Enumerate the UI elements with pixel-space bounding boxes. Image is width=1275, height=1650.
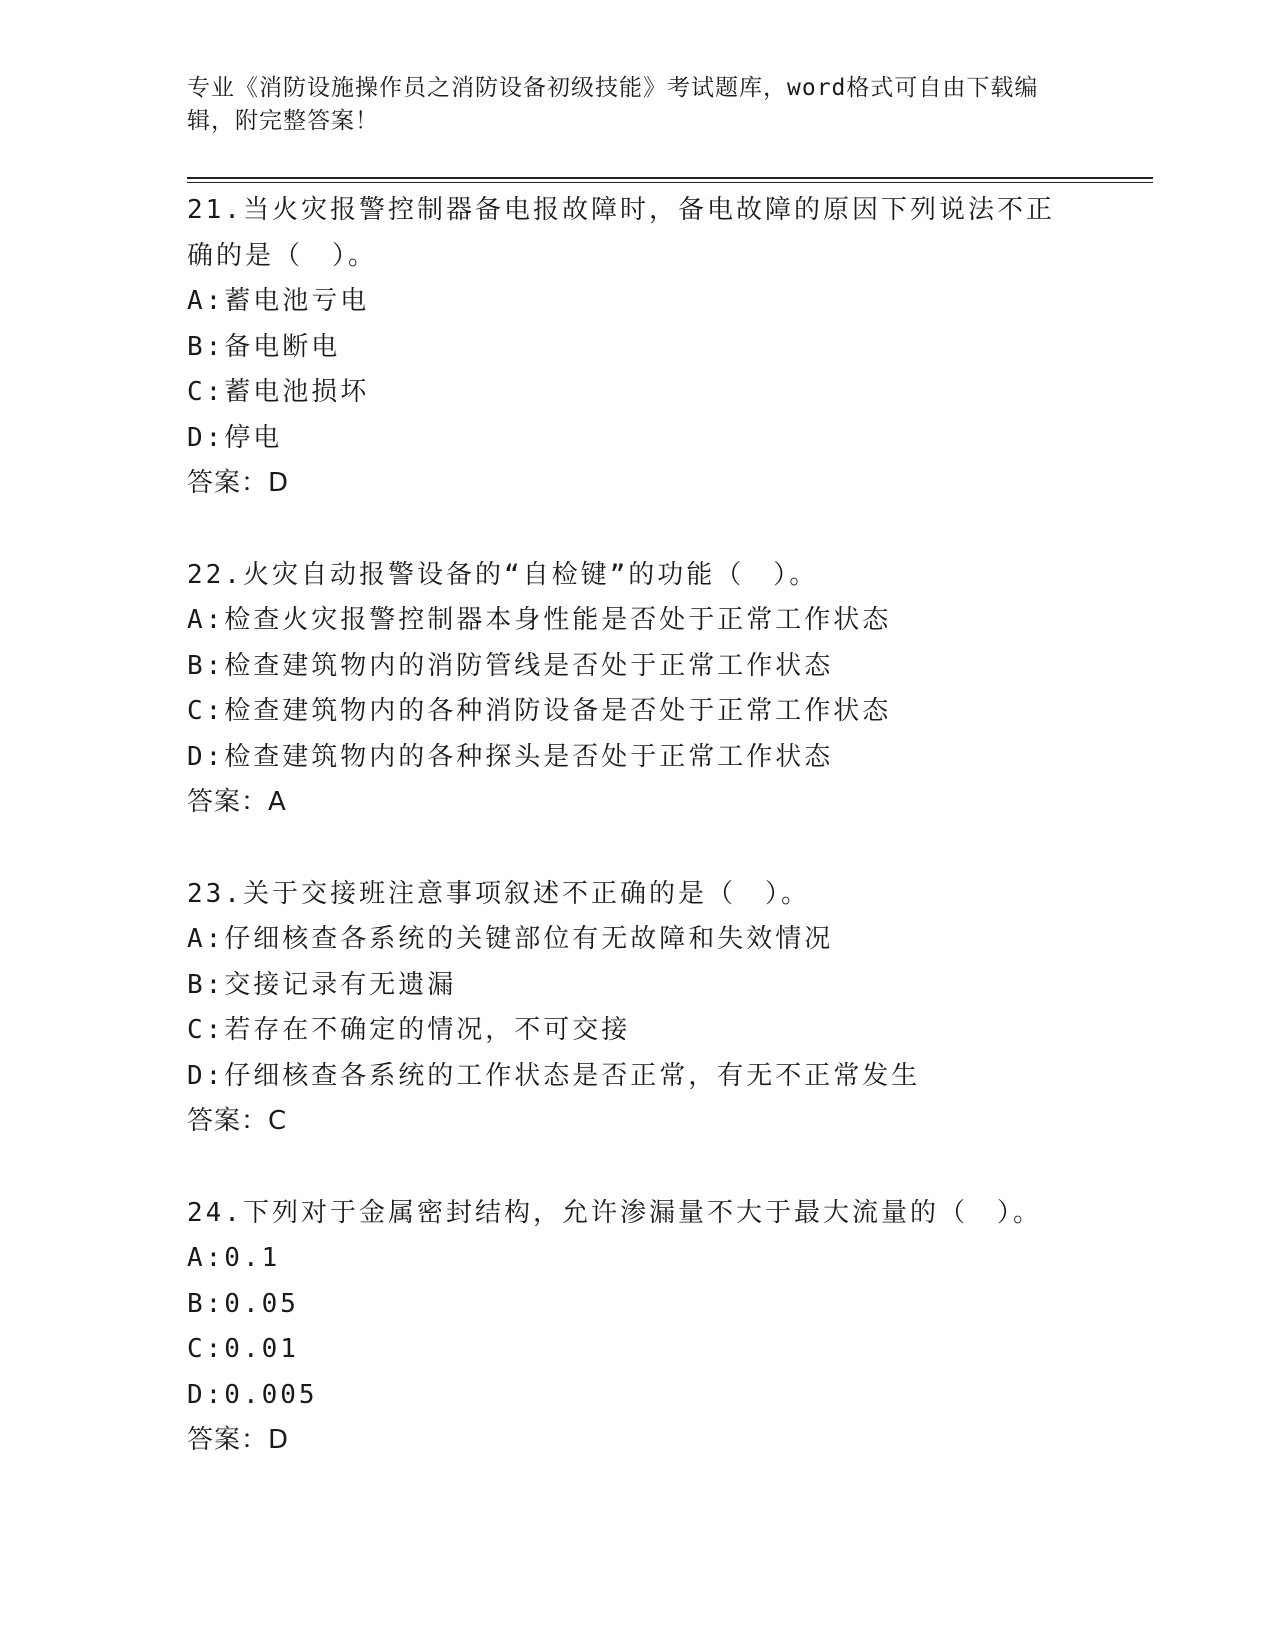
question-stem: 23.关于交接班注意事项叙述不正确的是（ ）。 <box>187 878 810 909</box>
option-b: B:检查建筑物内的消防管线是否处于正常工作状态 <box>187 650 834 681</box>
question-23 <box>187 872 1117 1145</box>
option-c: C:若存在不确定的情况，不可交接 <box>187 1015 631 1045</box>
question-stem: 21.当火灾报警控制器备电报故障时，备电故障的原因下列说法不正确的是（ ）。 <box>187 195 1055 271</box>
question-24 <box>187 1191 1117 1464</box>
option-c: C:蓄电池损坏 <box>187 377 370 407</box>
answer: 答案：A <box>187 787 287 817</box>
option-d: D:仔细核查各系统的工作状态是否正常，有无不正常发生 <box>187 1060 921 1091</box>
question-stem: 22.火灾自动报警设备的“自检键”的功能（ ）。 <box>187 559 819 590</box>
option-c: C:检查建筑物内的各种消防设备是否处于正常工作状态 <box>187 696 892 726</box>
question-stem: 24.下列对于金属密封结构，允许渗漏量不大于最大流量的（ ）。 <box>187 1197 1042 1228</box>
option-b: B:交接记录有无遗漏 <box>187 969 457 1000</box>
question-22 <box>187 553 1117 826</box>
answer: 答案：D <box>187 468 290 498</box>
option-c: C:0.01 <box>187 1334 299 1364</box>
question-21 <box>187 188 1117 507</box>
option-b: B:0.05 <box>187 1288 299 1319</box>
answer: 答案：D <box>187 1425 290 1455</box>
header-rule-thick <box>187 177 1153 179</box>
option-b: B:备电断电 <box>187 331 341 362</box>
option-d: D:0.005 <box>187 1379 318 1410</box>
option-a: A:蓄电池亏电 <box>187 286 370 316</box>
header-rule-thin <box>187 182 1153 183</box>
option-a: A:0.1 <box>187 1243 281 1273</box>
document-header: 专业《消防设施操作员之消防设备初级技能》考试题库，word格式可自由下载编辑，附完整答案！ <box>187 75 1039 134</box>
answer: 答案：C <box>187 1106 288 1136</box>
option-a: A:检查火灾报警控制器本身性能是否处于正常工作状态 <box>187 605 892 635</box>
option-a: A:仔细核查各系统的关键部位有无故障和失效情况 <box>187 924 834 954</box>
option-d: D:停电 <box>187 422 283 453</box>
question-list <box>187 188 1117 1510</box>
option-d: D:检查建筑物内的各种探头是否处于正常工作状态 <box>187 741 834 772</box>
